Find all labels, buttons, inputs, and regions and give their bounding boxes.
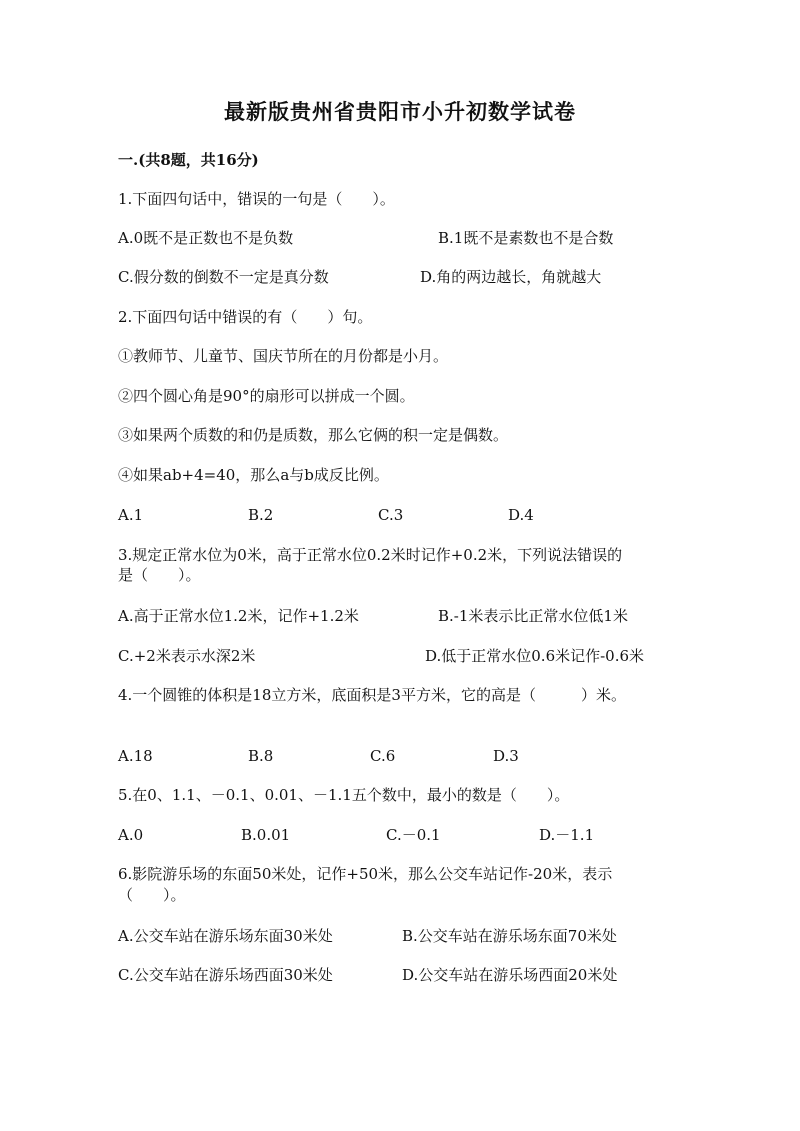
question-4-option-d: D.3 [493,747,519,765]
question-3-option-c: C.+2米表示水深2米 [118,647,256,665]
page-title: 最新版贵州省贵阳市小升初数学试卷 [224,99,576,124]
question-5-option-d: D.－1.1 [539,826,595,844]
question-5-stem: 5.在0、1.1、－0.1、0.01、－1.1五个数中，最小的数是（ ）。 [118,786,570,804]
question-6-option-c: C.公交车站在游乐场西面30米处 [118,966,333,984]
question-1-option-b: B.1既不是素数也不是合数 [438,229,614,247]
question-6-stem-line-1: 6.影院游乐场的东面50米处，记作+50米，那么公交车站记作-20米，表示 [118,865,613,883]
question-3-option-a: A.高于正常水位1.2米，记作+1.2米 [118,607,359,625]
question-3-stem-line-2: 是（ ）。 [118,566,201,584]
question-2-stem: 2.下面四句话中错误的有（ ）句。 [118,308,373,326]
question-4-stem: 4.一个圆锥的体积是18立方米，底面积是3平方米，它的高是（ ）米。 [118,686,626,704]
question-4-option-b: B.8 [248,747,274,765]
question-4-option-a: A.18 [118,747,153,765]
question-2-option-a: A.1 [118,506,144,524]
question-3-option-d: D.低于正常水位0.6米记作-0.6米 [425,647,645,665]
question-1-option-c: C.假分数的倒数不一定是真分数 [118,268,329,286]
question-2-statement-4: ④如果ab+4=40，那么a与b成反比例。 [118,466,389,484]
question-5-option-b: B.0.01 [241,826,291,844]
question-1-option-a: A.0既不是正数也不是负数 [118,229,294,247]
question-2-option-b: B.2 [248,506,274,524]
question-5-option-a: A.0 [118,826,144,844]
question-2-option-d: D.4 [508,506,534,524]
question-6-option-b: B.公交车站在游乐场东面70米处 [402,927,617,945]
question-1-stem: 1.下面四句话中，错误的一句是（ ）。 [118,190,395,208]
question-4-option-c: C.6 [370,747,396,765]
question-3-stem-line-1: 3.规定正常水位为0米，高于正常水位0.2米时记作+0.2米，下列说法错误的 [118,546,623,564]
question-2-statement-2: ②四个圆心角是90°的扇形可以拼成一个圆。 [118,387,415,405]
question-6-option-a: A.公交车站在游乐场东面30米处 [118,927,333,945]
question-1-option-d: D.角的两边越长，角就越大 [420,268,602,286]
question-3-option-b: B.-1米表示比正常水位低1米 [438,607,628,625]
question-5-option-c: C.－0.1 [386,826,441,844]
question-2-statement-1: ①教师节、儿童节、国庆节所在的月份都是小月。 [118,347,449,365]
question-6-option-d: D.公交车站在游乐场西面20米处 [402,966,618,984]
section-heading: 一.(共8题，共16分) [118,151,259,169]
question-6-stem-line-2: （ ）。 [118,886,186,904]
question-2-statement-3: ③如果两个质数的和仍是质数，那么它俩的积一定是偶数。 [118,426,509,444]
question-2-option-c: C.3 [378,506,404,524]
